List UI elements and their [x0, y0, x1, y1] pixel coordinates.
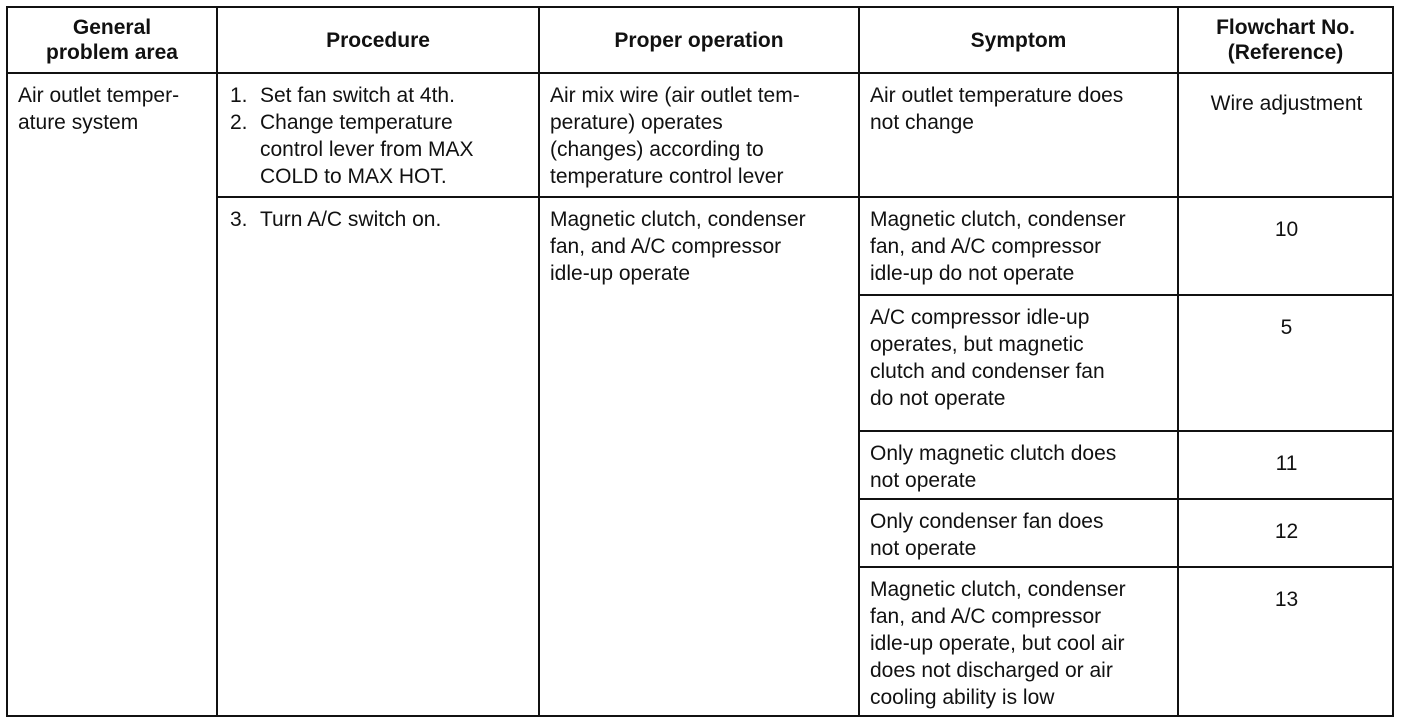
header-proper-operation: Proper operation: [539, 7, 859, 73]
symptom-line: Only magnetic clutch does: [870, 442, 1117, 465]
symptom-line: not operate: [870, 469, 977, 492]
procedure-cell: [217, 197, 539, 716]
proper-operation-cell: [539, 73, 859, 197]
proper-line: fan, and A/C compressor: [550, 235, 782, 258]
step-number: 3.: [230, 208, 248, 231]
symptom-line: A/C compressor idle-up: [870, 306, 1090, 329]
symptom-line: Only condenser fan does: [870, 510, 1104, 533]
symptom-line: cooling ability is low: [870, 686, 1055, 709]
symptom-cell: [859, 499, 1178, 567]
flowchart-reference-cell: Wire adjustment: [1178, 73, 1393, 197]
procedure-steps: [228, 82, 530, 190]
symptom-line: fan, and A/C compressor: [870, 605, 1102, 628]
proper-line: perature) operates: [550, 111, 723, 134]
procedure-step: [228, 109, 530, 190]
table-row: [7, 73, 1393, 197]
header-general-problem-area: [7, 7, 217, 73]
step-number: 1.: [230, 84, 248, 107]
proper-operation-cell: [539, 197, 859, 716]
symptom-line: clutch and condenser fan: [870, 360, 1105, 383]
procedure-cell: [217, 73, 539, 197]
procedure-step: [228, 206, 530, 233]
symptom-line: fan, and A/C compressor: [870, 235, 1102, 258]
symptom-line: not change: [870, 111, 974, 134]
procedure-step: [228, 82, 530, 109]
symptom-line: operates, but magnetic: [870, 333, 1084, 356]
header-flowchart-line-1: Flowchart No.: [1216, 16, 1355, 39]
flowchart-reference-cell: 13: [1178, 567, 1393, 716]
symptom-line: idle-up do not operate: [870, 262, 1075, 285]
step-text: COLD to MAX HOT.: [260, 165, 447, 188]
proper-line: (changes) according to: [550, 138, 764, 161]
general-problem-area-cell: [7, 73, 217, 716]
step-text: Set fan switch at 4th.: [260, 84, 455, 107]
symptom-line: Magnetic clutch, condenser: [870, 208, 1126, 231]
symptom-line: idle-up operate, but cool air: [870, 632, 1125, 655]
symptom-line: Magnetic clutch, condenser: [870, 578, 1126, 601]
header-symptom: Symptom: [859, 7, 1178, 73]
symptom-cell: [859, 431, 1178, 499]
symptom-line: Air outlet temperature does: [870, 84, 1124, 107]
symptom-cell: [859, 73, 1178, 197]
header-area-line-2: problem area: [46, 41, 178, 64]
proper-line: Air mix wire (air outlet tem-: [550, 84, 800, 107]
flowchart-reference-cell: 12: [1178, 499, 1393, 567]
step-text: Turn A/C switch on.: [260, 208, 442, 231]
header-flowchart-no: [1178, 7, 1393, 73]
procedure-steps: [228, 206, 530, 233]
flowchart-reference-cell: 11: [1178, 431, 1393, 499]
symptom-line: does not discharged or air: [870, 659, 1113, 682]
header-row: [7, 7, 1393, 73]
symptom-cell: [859, 295, 1178, 431]
symptom-line: do not operate: [870, 387, 1006, 410]
proper-line: idle-up operate: [550, 262, 691, 285]
header-area-line-1: General: [72, 16, 152, 39]
troubleshooting-table: [6, 6, 1394, 717]
header-procedure: Procedure: [217, 7, 539, 73]
area-line-1: Air outlet temper-: [18, 84, 180, 107]
symptom-cell: [859, 197, 1178, 295]
step-text: Change temperature: [260, 111, 453, 134]
step-number: 2.: [230, 111, 248, 134]
flowchart-reference-cell: 5: [1178, 295, 1393, 431]
symptom-line: not operate: [870, 537, 977, 560]
flowchart-reference-cell: 10: [1178, 197, 1393, 295]
step-text: control lever from MAX: [260, 138, 474, 161]
proper-line: temperature control lever: [550, 165, 784, 188]
header-flowchart-line-2: (Reference): [1227, 41, 1344, 64]
proper-line: Magnetic clutch, condenser: [550, 208, 806, 231]
area-line-2: ature system: [18, 111, 139, 134]
symptom-cell: [859, 567, 1178, 716]
